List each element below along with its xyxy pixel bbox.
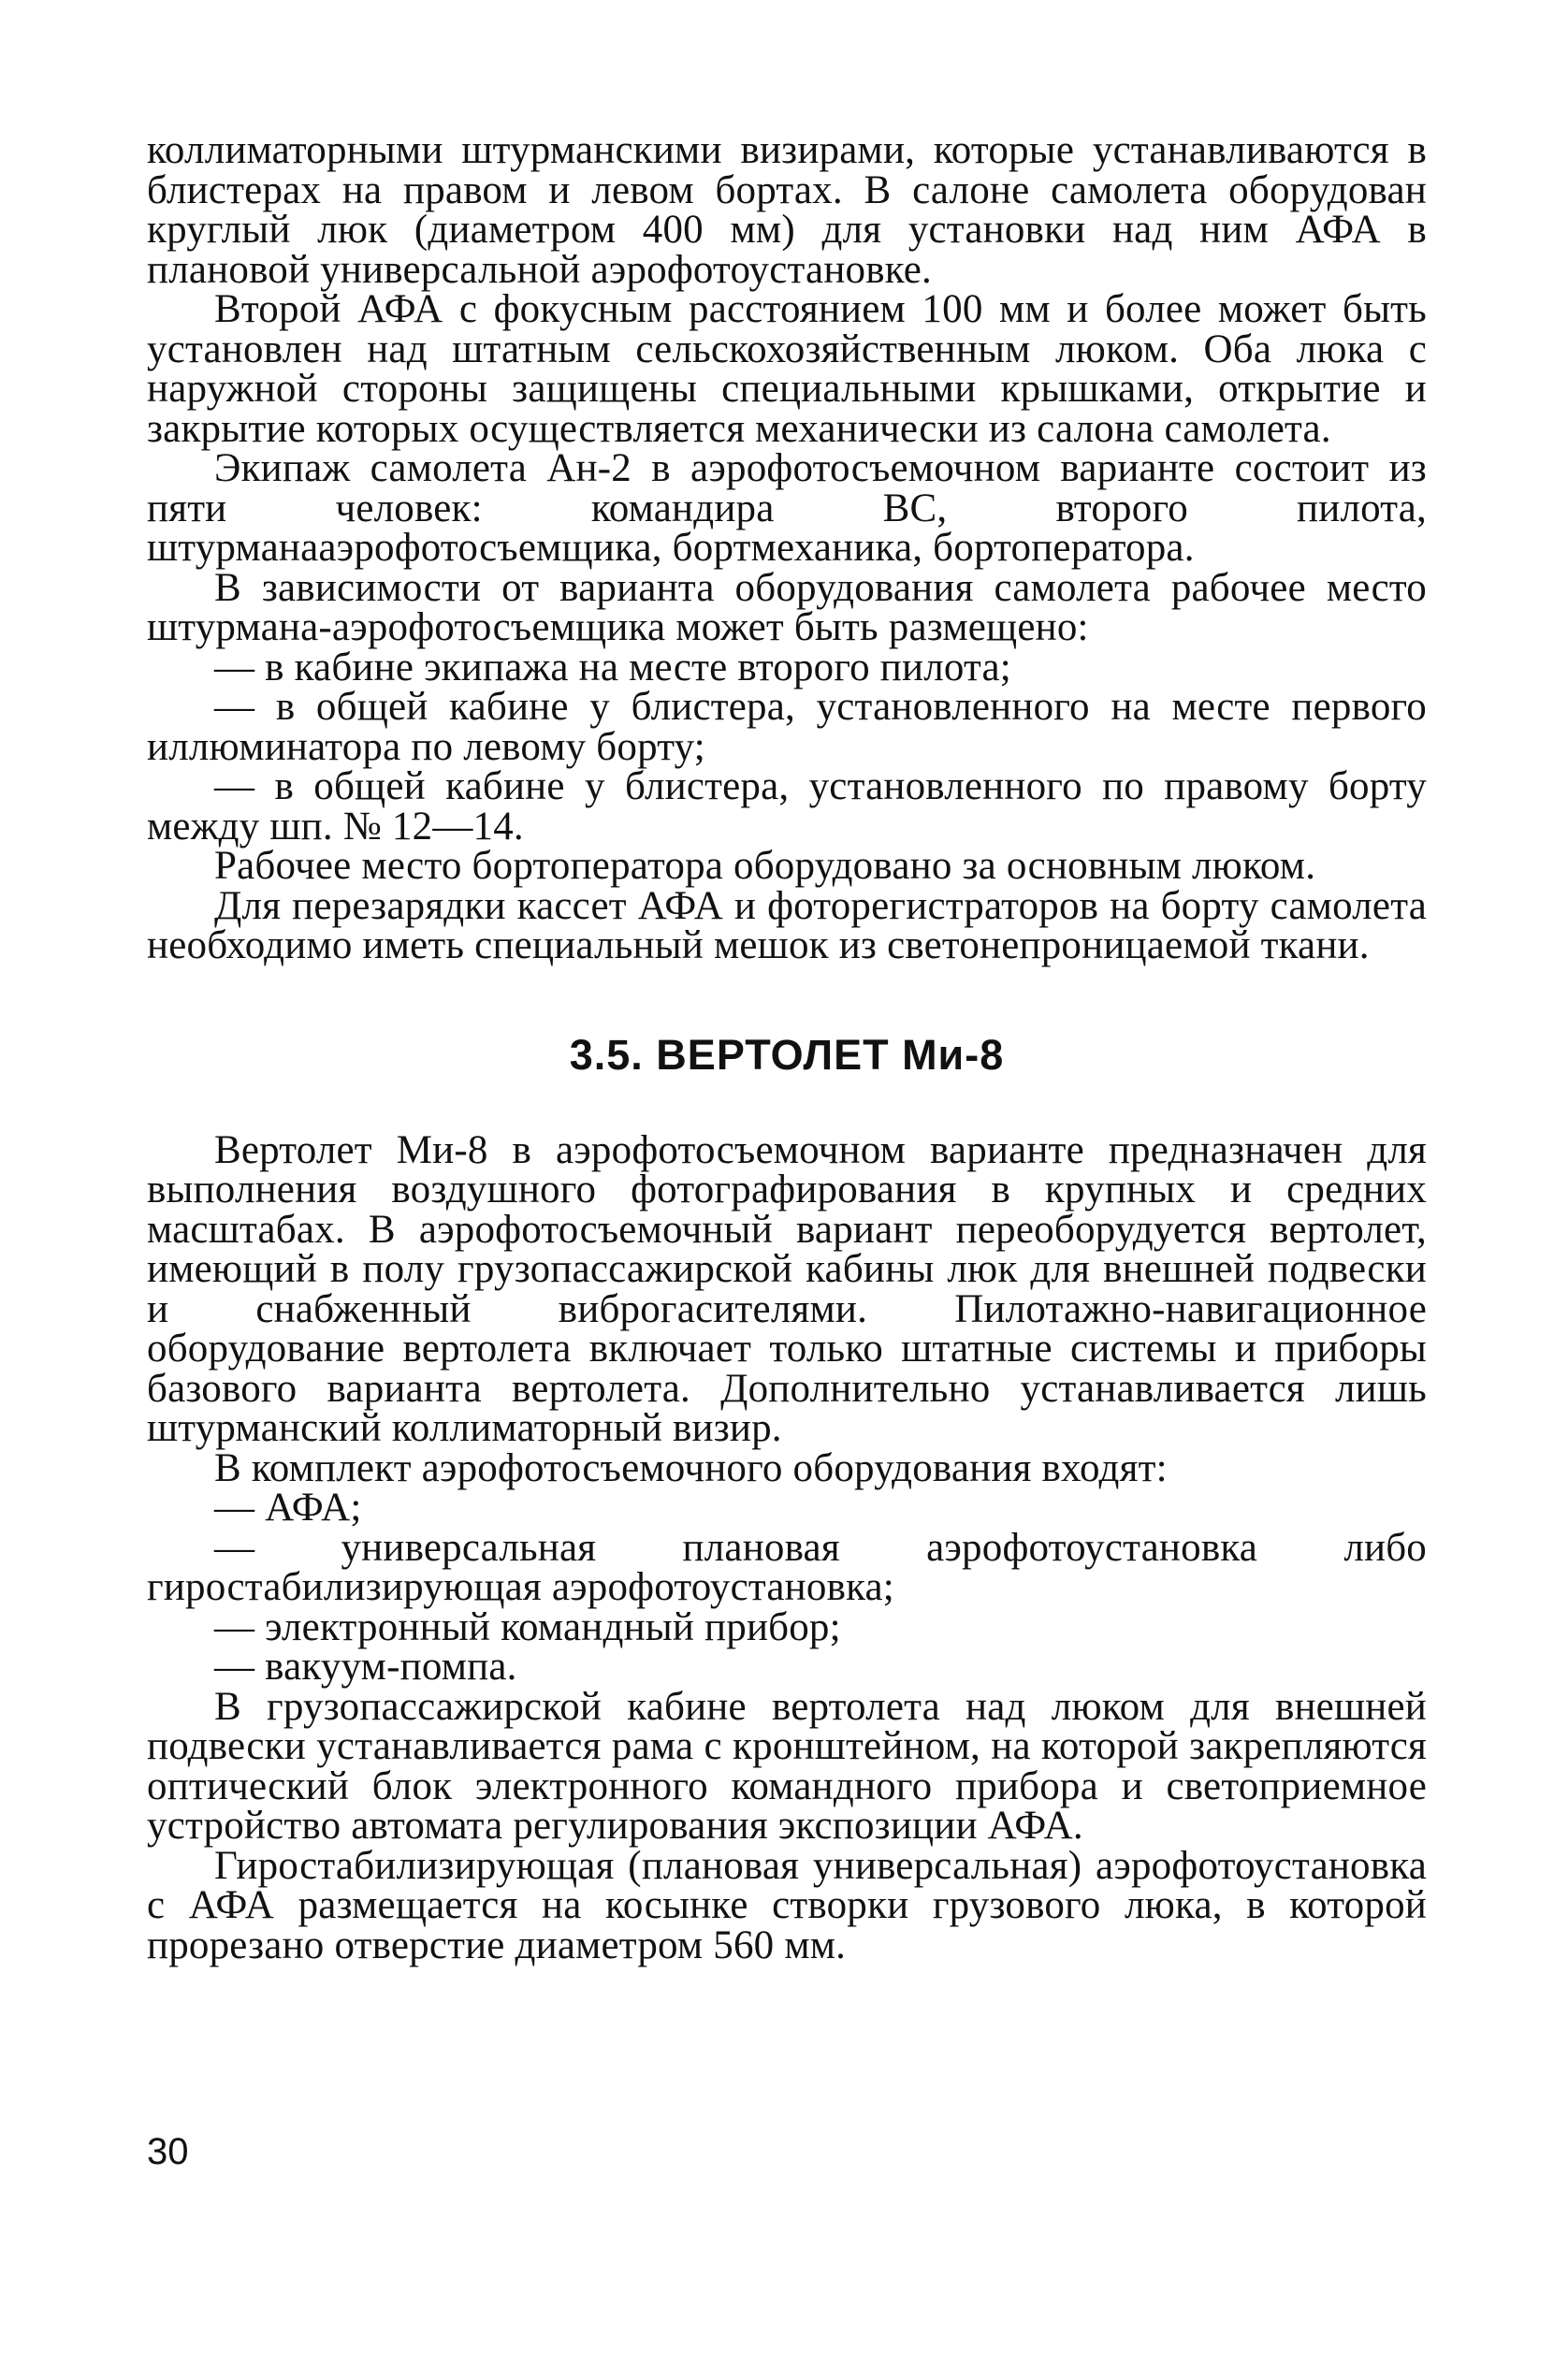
list-item: — в кабине экипажа на месте второго пилота; bbox=[214, 645, 1011, 689]
paragraph: В комплект аэрофотосъемочного оборудования входят: bbox=[214, 1445, 1168, 1490]
paragraph: Гиростабилизирующая (плановая универсальная) аэрофотоустановка с АФА размещается на косынке створки грузового люка, в которой прорезано отверстие диаметром 560 мм. bbox=[147, 1843, 1427, 1967]
paragraph: Второй АФА с фокусным расстоянием 100 мм и более может быть установлен над штатным сельскохозяйственным люком. Оба люка с наружной стороны защищены специальными крышками, открытие и закрытие которых осуществляется механически из салона самолета. bbox=[147, 287, 1427, 451]
paragraph: В зависимости от варианта оборудования самолета рабочее место штурмана-аэрофотосъемщика может быть размещено: bbox=[147, 565, 1427, 649]
section-text-block bbox=[147, 1127, 1427, 1967]
paragraph: коллиматорными штурманскими визирами, которые устанавливаются в блистерах на правом и левом бортах. В салоне самолета оборудован круглый люк (диаметром 400 мм) для установки над ним АФА в плановой универсальной аэрофотоустановке. bbox=[147, 128, 1427, 292]
list-item: — универсальная плановая аэрофотоустановка либо гиростабилизирующая аэрофотоустановка; bbox=[147, 1525, 1427, 1609]
top-text-block bbox=[147, 128, 1427, 967]
paragraph: Рабочее место бортоператора оборудовано за основным люком. bbox=[214, 844, 1316, 888]
paragraph: Экипаж самолета Ан-2 в аэрофотосъемочном варианте состоит из пяти человек: командира ВС, второго пилота, штурманааэрофотосъемщика, бортмеханика, бортоператора. bbox=[147, 446, 1427, 570]
page-number: 30 bbox=[147, 2131, 189, 2172]
section-heading: 3.5. ВЕРТОЛЕТ Ми-8 bbox=[569, 1030, 1005, 1079]
list-item: — электронный командный прибор; bbox=[214, 1604, 841, 1649]
paragraph: В грузопассажирской кабине вертолета над люком для внешней подвески устанавливается рама с кронштейном, на которой закрепляются оптический блок электронного командного прибора и светоприемное устройство автомата регулирования экспозиции АФА. bbox=[147, 1684, 1427, 1848]
paragraph: Для перезарядки кассет АФА и фоторегистраторов на борту самолета необходимо иметь специальный мешок из светонепроницаемой ткани. bbox=[147, 883, 1427, 967]
paragraph: Вертолет Ми-8 в аэрофотосъемочном варианте предназначен для выполнения воздушного фотографирования в крупных и средних масштабах. В аэрофотосъемочный вариант переоборудуется вертолет, имеющий в полу грузопассажирской кабины люк для внешней подвески и снабженный виброгасителями. Пилотажно-навигационное оборудование вертолета включает только штатные системы и приборы базового варианта вертолета. Дополнительно устанавливается лишь штурманский коллиматорный визир. bbox=[147, 1127, 1427, 1450]
page-body bbox=[147, 128, 1427, 1967]
list-item: — вакуум-помпа. bbox=[214, 1645, 517, 1689]
list-item: — в общей кабине у блистера, установленного на месте первого иллюминатора по левому борту; bbox=[147, 685, 1427, 769]
list-item: — АФА; bbox=[214, 1486, 362, 1530]
list-item: — в общей кабине у блистера, установленного по правому борту между шп. № 12—14. bbox=[147, 764, 1427, 849]
